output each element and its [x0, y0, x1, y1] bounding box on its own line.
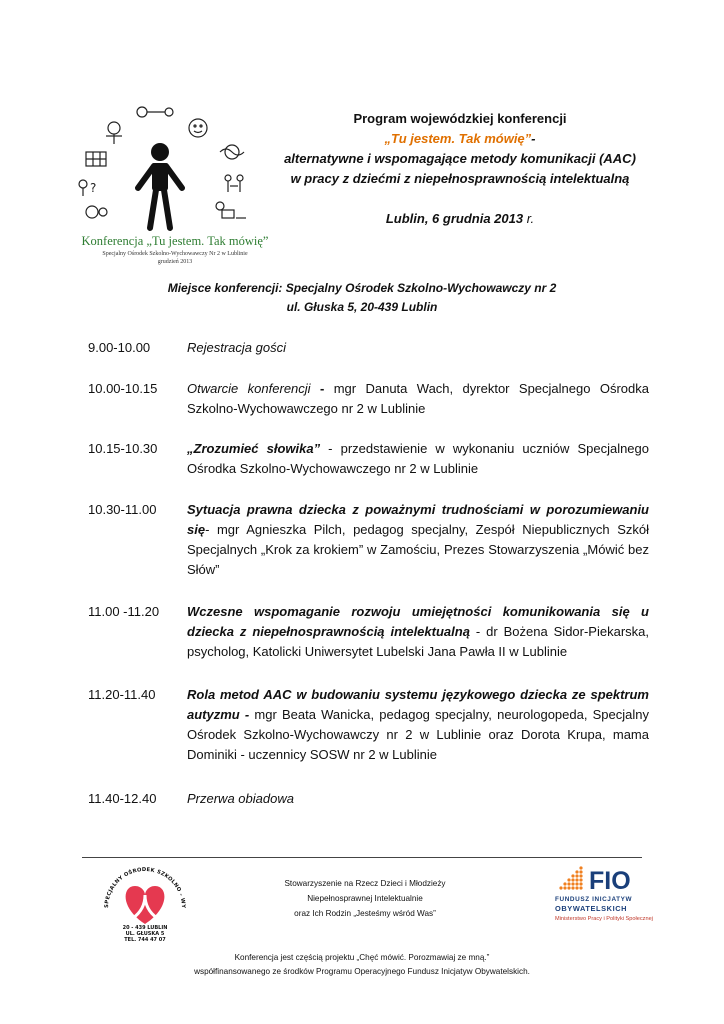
stamp-ring-text: SPECJALNY OŚRODEK SZKOLNO - WY [103, 866, 187, 909]
logo-date: grudzień 2013 [157, 259, 193, 265]
schedule-item [187, 685, 649, 765]
schedule-item-title: Rejestracja gości [187, 340, 286, 355]
program-header [240, 109, 680, 229]
schedule-item-text: mgr Beata Wanicka, pedagog specjalny, neurologopeda, Specjalny Ośrodek Szkolno-Wychowawczy nr 2 w Lublinie oraz Dorota Krupa, mama Dominiki - uczennicy SOSW nr 2 w Lublinie [187, 707, 650, 762]
schedule-item-title: Otwarcie konferencji [187, 381, 311, 396]
schedule-time: 10.15-10.30 [88, 441, 158, 456]
schedule-item-title: Wczesne wspomaganie rozwoju umiejętności komunikowania się u dziecka z niepełnosprawnością intelektualną [187, 604, 649, 639]
schedule-item [187, 602, 649, 662]
footer-note-line-1: Konferencja jest częścią projektu „Chęć mówić. Porozmawiaj ze mną.” [234, 953, 490, 962]
stamp-line-2: UL. GŁUSKA 5 [125, 931, 165, 937]
schedule-item-text: - mgr Agnieszka Pilch, pedagog specjalny, Zespół Niepublicznych Szkół Specjalnych „Krok za krokiem” w Zamościu, Prezes Stowarzyszenia „Mówić bez Słów” [187, 522, 649, 577]
fio-dots-icon [555, 858, 665, 898]
association-info [250, 876, 480, 921]
stamp-icon [100, 858, 190, 943]
schedule-item [187, 338, 649, 358]
date-text: Lublin, 6 grudnia 2013 [385, 211, 524, 226]
header-line-4: w pracy z dziećmi z niepełnosprawnością intelektualną [290, 171, 630, 186]
schedule-item-title: Przerwa obiadowa [187, 791, 294, 806]
header-dash: - [531, 131, 536, 146]
schedule-item-dash: - [310, 381, 325, 396]
fio-sub-1: FUNDUSZ INICJATYW [555, 896, 633, 903]
school-stamp [100, 858, 190, 943]
schedule-time: 11.00 -11.20 [88, 604, 160, 619]
schedule-item-title: „Zrozumieć słowika” [187, 441, 321, 456]
schedule-item-title: Rola metod AAC w budowaniu systemu językowego dziecka ze spektrum autyzmu - [187, 687, 649, 722]
schedule-time: 10.30-11.00 [88, 502, 157, 517]
footer-note [110, 951, 614, 979]
schedule-time: 9.00-10.00 [88, 340, 151, 355]
header-line-3: alternatywne i wspomagające metody komunikacji (AAC) [284, 151, 636, 166]
schedule-time: 11.20-11.40 [88, 687, 156, 702]
venue-info [120, 279, 604, 317]
svg-text:?: ? [90, 181, 97, 195]
venue-line-1: Miejsce konferencji: Specjalny Ośrodek Szkolno-Wychowawczy nr 2 [167, 281, 557, 295]
header-line-2 [240, 129, 680, 149]
venue-line-2: ul. Głuska 5, 20-439 Lublin [286, 300, 438, 314]
schedule-item [187, 500, 649, 580]
association-line-2: Niepełnosprawnej Intelektualnie [307, 894, 423, 903]
fio-ministry: Ministerstwo Pracy i Polityki Społecznej [555, 916, 653, 922]
schedule-item-title: Sytuacja prawna dziecka z poważnymi trudnościami w porozumiewaniu się [187, 502, 649, 537]
logo-title: Konferencja „Tu jestem. Tak mówię” [81, 234, 269, 248]
schedule-item [187, 439, 649, 479]
logo-subtitle: Specjalny Ośrodek Szkolno-Wychowawczy Nr 2 w Lublinie [102, 251, 248, 257]
stamp-line-1: 20 - 439 LUBLIN [122, 925, 168, 931]
schedule-item-text: mgr Danuta Wach, dyrektor Specjalnego Ośrodka Szkolno-Wychowawczego nr 2 w Lublinie [187, 381, 649, 416]
fio-name: FIO [589, 867, 631, 895]
schedule-item-text: - przedstawienie w wykonaniu uczniów Specjalnego Ośrodka Szkolno-Wychowawczego nr 2 w Lublinie [187, 441, 649, 476]
fio-logo [555, 858, 665, 928]
header-date [240, 209, 680, 229]
header-line-1: Program wojewódzkiej konferencji [353, 111, 567, 126]
date-suffix: r. [523, 211, 535, 226]
schedule-time: 10.00-10.15 [88, 381, 158, 396]
association-line-1: Stowarzyszenie na Rzecz Dzieci i Młodzieży [284, 879, 446, 888]
association-line-3: oraz Ich Rodzin „Jesteśmy wśród Was” [294, 909, 436, 918]
schedule-item-text: - dr Bożena Sidor-Piekarska, psycholog, Katolicki Uniwersytet Lubelski Jana Pawła II w Lublinie [187, 624, 649, 659]
schedule-time: 11.40-12.40 [88, 791, 157, 806]
conference-title: „Tu jestem. Tak mówię” [384, 131, 532, 146]
fio-sub-2: OBYWATELSKICH [555, 904, 628, 913]
schedule-item [187, 379, 649, 419]
footer-note-line-2: współfinansowanego ze środków Programu Operacyjnego Fundusz Inicjatyw Obywatelskich. [194, 967, 530, 976]
schedule-item [187, 789, 649, 809]
stamp-line-3: TEL. 744 47 07 [124, 937, 166, 943]
